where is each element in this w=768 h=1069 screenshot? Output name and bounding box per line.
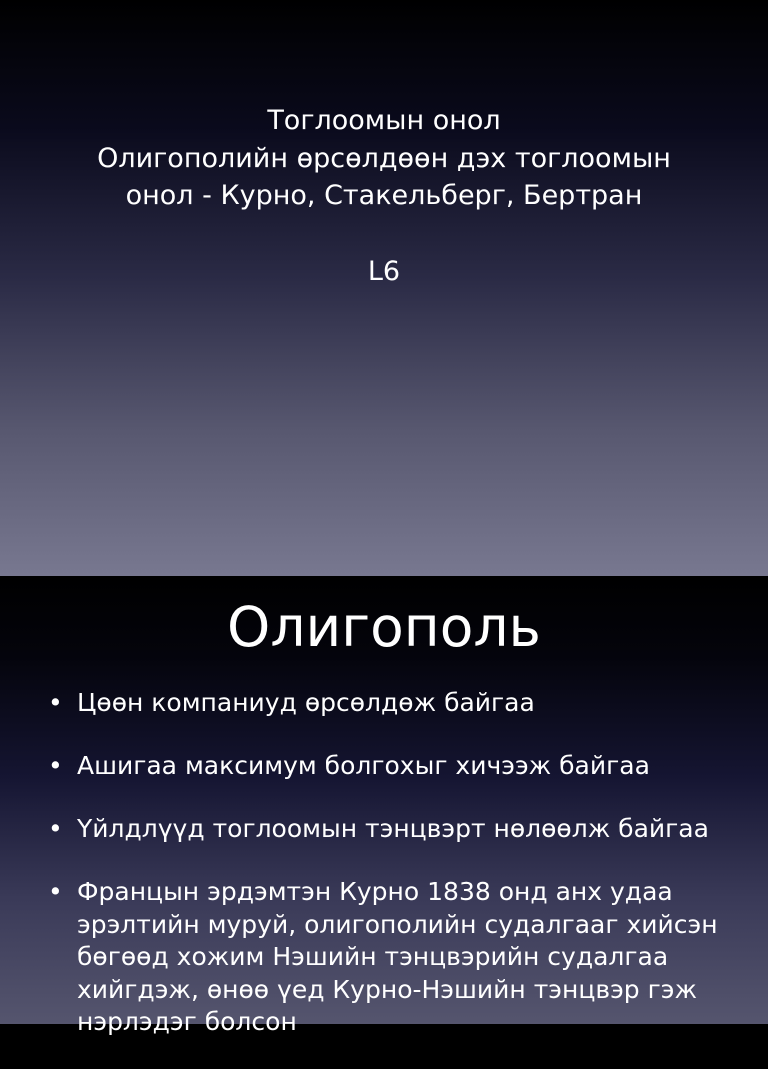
bullet-icon: • bbox=[48, 877, 63, 906]
bullet-text: Францын эрдэмтэн Курно 1838 онд анх удаа эрэлтийн муруй, олигополийн судалгааг хийсэн бөгөөд хожим Нэшийн тэнцвэрийн судалгаа хийгдэж, өнөө үед Курно-Нэшийн тэнцвэр гэж нэрлэдэг болсон bbox=[77, 877, 718, 1036]
title-line: онол - Курно, Стакельберг, Бертран bbox=[125, 180, 643, 211]
slide-title bbox=[0, 102, 768, 215]
bullet-item bbox=[48, 750, 738, 783]
bullet-list bbox=[48, 687, 738, 1069]
title-line: Олигополийн өрсөлдөөн дэх тоглоомын bbox=[97, 142, 671, 174]
slide-heading: Олигополь bbox=[227, 595, 541, 659]
bullet-text: Цөөн компаниуд өрсөлдөж байгаа bbox=[77, 688, 535, 717]
bullet-text: Үйлдлүүд тоглоомын тэнцвэрт нөлөөлж байгаа bbox=[77, 814, 709, 843]
bullet-item bbox=[48, 876, 738, 1039]
bullet-icon: • bbox=[48, 688, 63, 717]
bullet-icon: • bbox=[48, 751, 63, 780]
lecture-code: L6 bbox=[367, 256, 401, 287]
bullet-item bbox=[48, 687, 738, 720]
bullet-icon: • bbox=[48, 814, 63, 843]
bullet-text: Ашигаа максимум болгохыг хичээж байгаа bbox=[77, 751, 650, 780]
bullet-item bbox=[48, 813, 738, 846]
title-line: Тоглоомын онол bbox=[267, 105, 501, 136]
